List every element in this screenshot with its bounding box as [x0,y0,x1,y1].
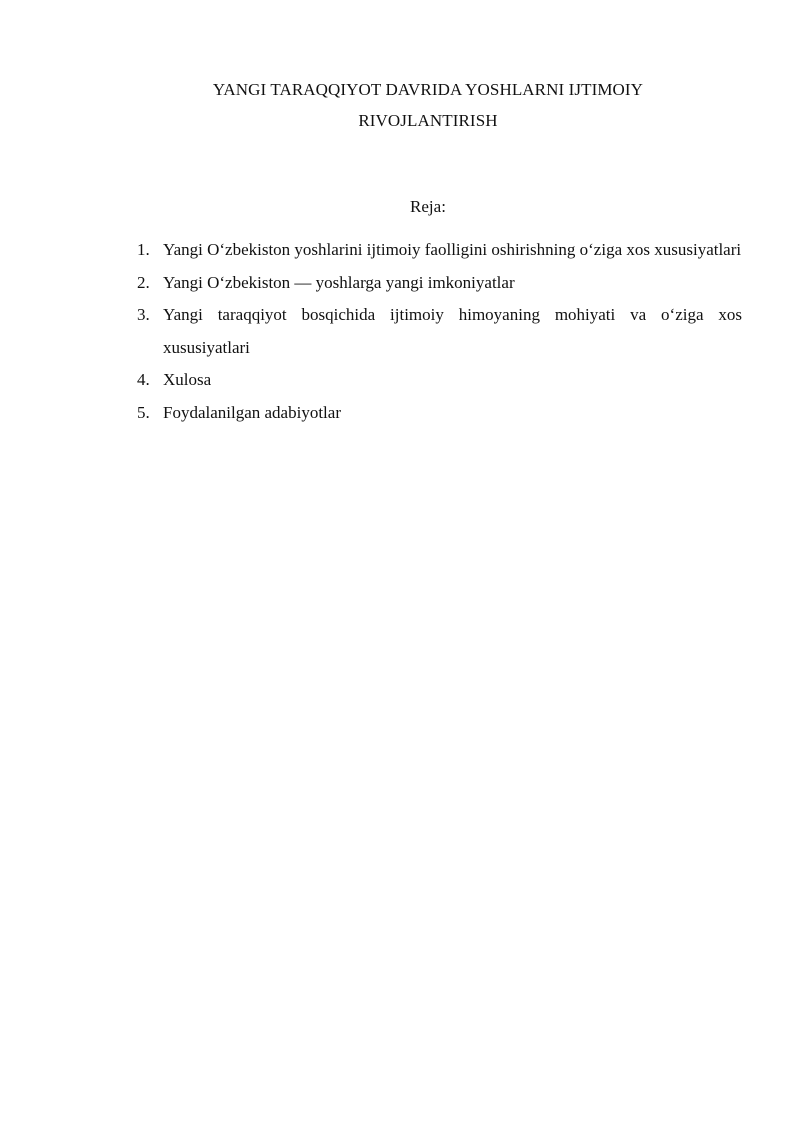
plan-item-number: 3. [137,305,150,324]
plan-item-text: Yangi taraqqiyot bosqichida ijtimoiy himoyaning mohiyati va o‘ziga xos xususiyatlari [163,305,742,357]
plan-list [137,234,742,429]
plan-item-number: 5. [137,402,150,422]
plan-item-2 [137,267,742,300]
plan-item-text: Foydalanilgan adabiyotlar [163,402,341,422]
plan-item-number: 2. [137,272,150,292]
plan-item-number: 1. [137,240,150,259]
plan-item-text: Xulosa [163,370,212,389]
plan-heading: Reja: [410,197,446,216]
document-title-line-1: YANGI TARAQQIYOT DAVRIDA YOSHLARNI IJTIMOIY [212,80,644,99]
plan-item-text: Yangi O‘zbekiston — yoshlarga yangi imkoniyatlar [163,272,515,292]
document-title-line-2: RIVOJLANTIRISH [358,111,498,130]
plan-item-3 [137,299,742,364]
plan-item-4 [137,364,742,397]
document-title [100,74,756,136]
plan-item-text: Yangi O‘zbekiston yoshlarini ijtimoiy faolligini oshirishning o‘ziga xos xususiyatlari [163,240,742,259]
plan-item-5 [137,397,742,430]
plan-item-1 [137,234,742,267]
plan-item-number: 4. [137,370,150,389]
